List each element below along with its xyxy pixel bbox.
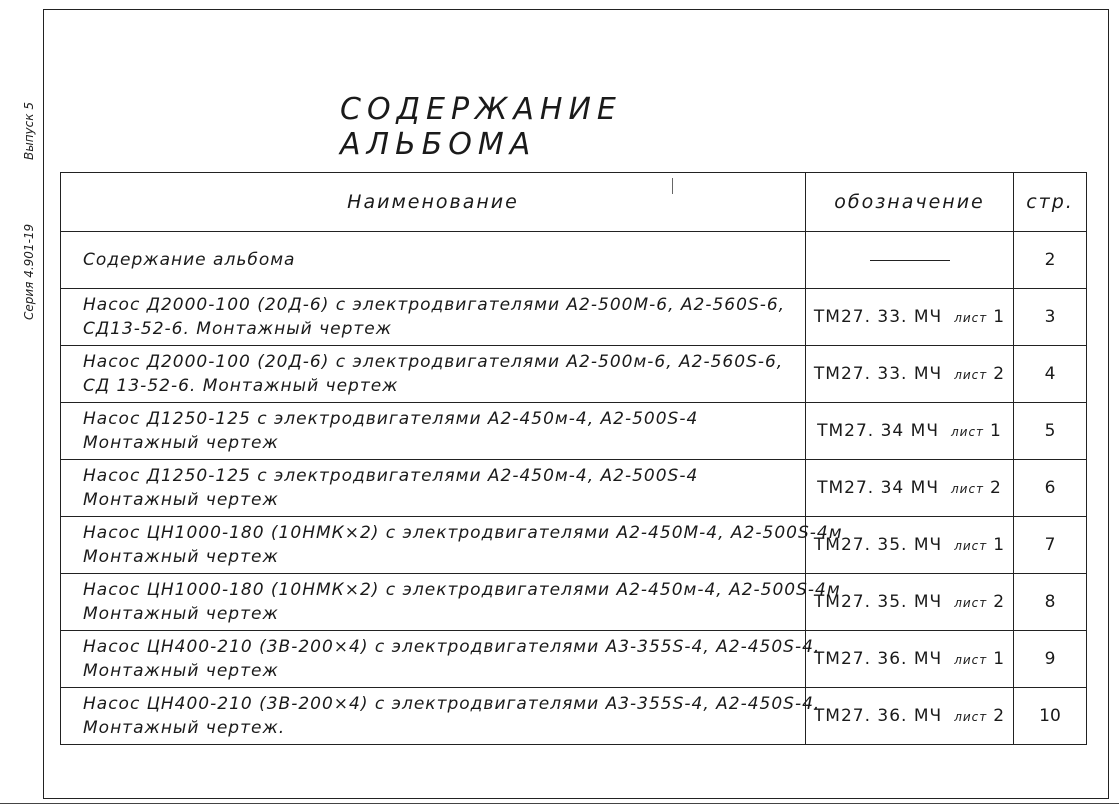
side-issue-label: Выпуск 5 — [22, 102, 36, 160]
row-name-cell — [61, 403, 806, 460]
row-designation-cell — [806, 460, 1014, 517]
row-designation-cell — [806, 631, 1014, 688]
row-name-cell — [61, 574, 841, 631]
row-page-cell: 10 — [1014, 688, 1087, 745]
row-name-line-2: Монтажный чертеж — [83, 604, 279, 624]
row-designation-cell — [806, 232, 1014, 289]
row-name-line-1: Насос ЦН400-210 (3В-200×4) с электродвигателями А3-355S-4, А2-450S-4. — [83, 637, 821, 657]
sheet-edge-line — [0, 803, 1119, 804]
row-page-cell: 2 — [1014, 232, 1087, 289]
empty-designation-dash — [870, 260, 950, 261]
row-name-cell — [61, 460, 806, 517]
table-row — [61, 289, 1087, 346]
title-part-1: СОДЕРЖАНИЕ — [340, 92, 622, 127]
row-name-cell — [61, 631, 821, 688]
row-name-line-1: Насос Д1250-125 с электродвигателями А2-450м-4, А2-500S-4 — [83, 466, 699, 486]
header-designation: обозначение — [806, 173, 1014, 232]
designation-code: ТМ27. 35. МЧ — [813, 592, 943, 612]
sheet-label: лист — [954, 596, 988, 610]
sheet-label: лист — [954, 539, 988, 553]
table-row — [61, 688, 1087, 745]
row-page-cell: 3 — [1014, 289, 1087, 346]
sheet-number: 1 — [993, 649, 1006, 669]
designation-code: ТМ27. 36. МЧ — [813, 649, 943, 669]
sheet-number: 1 — [990, 421, 1002, 441]
row-page-cell: 5 — [1014, 403, 1087, 460]
table-row — [61, 631, 1087, 688]
row-name-line-2: Монтажный чертеж — [83, 433, 279, 453]
sheet-label: лист — [950, 425, 985, 439]
table-row — [61, 403, 1087, 460]
designation-code: ТМ27. 34 МЧ — [817, 421, 939, 441]
designation-code: ТМ27. 34 МЧ — [817, 478, 939, 498]
row-name-line-1: Насос ЦН1000-180 (10НМК×2) с электродвигателями А2-450М-4, А2-500S-4м — [83, 523, 843, 543]
row-name-line-2: Монтажный чертеж — [83, 661, 279, 681]
sheet-label: лист — [954, 710, 988, 724]
row-designation-cell — [806, 688, 1014, 745]
row-name-line-1: Содержание альбома — [83, 250, 296, 270]
row-name-cell — [61, 688, 821, 745]
row-page-cell: 6 — [1014, 460, 1087, 517]
row-name-cell — [61, 289, 806, 346]
row-name-line-2: Монтажный чертеж — [83, 490, 279, 510]
row-name-cell — [61, 517, 843, 574]
row-name-line-1: Насос Д2000-100 (20Д-6) с электродвигателями А2-500М-6, А2-560S-6, — [83, 295, 786, 315]
row-name-cell — [61, 346, 806, 403]
page-title — [340, 92, 860, 162]
sheet-label: лист — [954, 368, 988, 382]
row-name-line-1: Насос Д1250-125 с электродвигателями А2-450м-4, А2-500S-4 — [83, 409, 699, 429]
row-name-cell — [61, 232, 806, 289]
sheet-label: лист — [954, 653, 988, 667]
row-designation-cell — [806, 346, 1014, 403]
sheet-number: 2 — [993, 706, 1006, 726]
row-name-line-2: Монтажный чертеж — [83, 547, 279, 567]
row-page-cell: 7 — [1014, 517, 1087, 574]
row-designation-cell — [806, 289, 1014, 346]
sheet-number: 1 — [993, 535, 1006, 555]
table-row — [61, 460, 1087, 517]
row-page-cell: 9 — [1014, 631, 1087, 688]
row-name-line-1: Насос Д2000-100 (20Д-6) с электродвигателями А2-500м-6, А2-560S-6, — [83, 352, 784, 372]
table-row — [61, 574, 1087, 631]
designation-code: ТМ27. 36. МЧ — [813, 706, 943, 726]
row-name-line-2: СД 13-52-6. Монтажный чертеж — [83, 376, 399, 396]
sheet-number: 1 — [993, 307, 1006, 327]
row-name-line-2: Монтажный чертеж. — [83, 718, 286, 738]
scan-tick-mark — [672, 178, 673, 194]
table-row — [61, 517, 1087, 574]
header-name: Наименование — [61, 173, 806, 232]
sheet-number: 2 — [993, 592, 1006, 612]
table-row — [61, 232, 1087, 289]
designation-code: ТМ27. 33. МЧ — [813, 307, 943, 327]
header-page: стр. — [1014, 173, 1087, 232]
row-page-cell: 4 — [1014, 346, 1087, 403]
sheet-label: лист — [950, 482, 985, 496]
row-name-line-1: Насос ЦН1000-180 (10НМК×2) с электродвигателями А2-450м-4, А2-500S-4м — [83, 580, 841, 600]
contents-table — [60, 172, 1087, 745]
row-name-line-2: СД13-52-6. Монтажный чертеж — [83, 319, 393, 339]
table-row — [61, 346, 1087, 403]
sheet-number: 2 — [990, 478, 1002, 498]
side-series-label: Серия 4.901-19 — [22, 223, 36, 320]
row-page-cell: 8 — [1014, 574, 1087, 631]
designation-code: ТМ27. 33. МЧ — [813, 364, 943, 384]
row-designation-cell — [806, 403, 1014, 460]
table-header-row — [61, 173, 1087, 232]
designation-code: ТМ27. 35. МЧ — [813, 535, 943, 555]
sheet-label: лист — [954, 311, 988, 325]
title-part-2: АЛЬБОМА — [340, 127, 537, 162]
sheet-number: 2 — [993, 364, 1006, 384]
row-name-line-1: Насос ЦН400-210 (3В-200×4) с электродвигателями А3-355S-4, А2-450S-4. — [83, 694, 821, 714]
